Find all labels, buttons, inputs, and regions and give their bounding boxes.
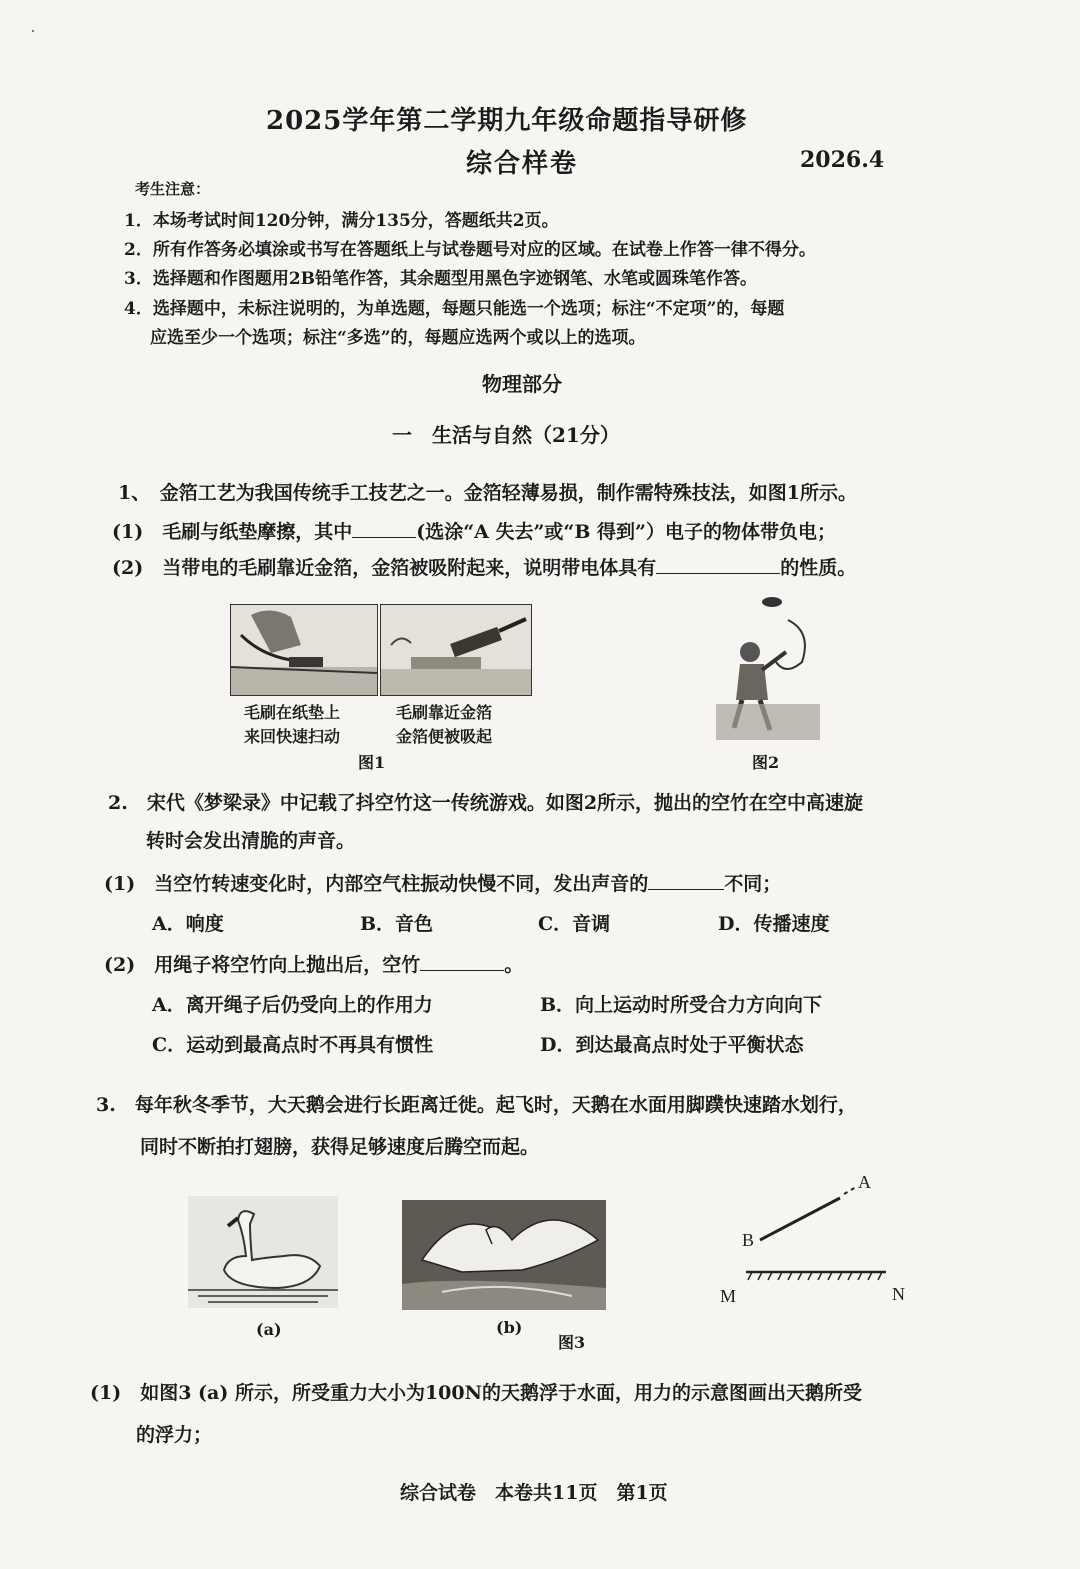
- point-m-label: M: [720, 1286, 737, 1306]
- floating-swan-illustration: [188, 1196, 338, 1308]
- fig3b-label: (b): [496, 1318, 523, 1337]
- figure-2-image: [716, 592, 820, 740]
- q2-stem-line1: 2. 宋代《梦梁录》中记载了抖空竹这一传统游戏。如图2所示，抛出的空竹在空中高速旋: [108, 792, 864, 814]
- fig1-right-caption-2: 金箔便被吸起: [396, 727, 493, 746]
- figure-3a-image: [188, 1196, 338, 1308]
- q2-sub1-blank[interactable]: [648, 871, 724, 890]
- point-a-label: A: [858, 1172, 871, 1192]
- point-n-label: N: [892, 1284, 905, 1304]
- q1-sub1-post: (选涂“A 失去”或“B 得到”）电子的物体带负电；: [416, 521, 836, 543]
- part-title: 物理部分: [482, 372, 562, 396]
- q2-option2-c[interactable]: C．运动到最高点时不再具有惯性: [152, 1034, 434, 1056]
- q1-sub2: [112, 553, 856, 580]
- q1-sub1-blank[interactable]: [352, 519, 416, 538]
- q2-option-b[interactable]: B．音色: [360, 913, 434, 935]
- brush-sweeping-illustration: [231, 605, 377, 695]
- q2-sub1-post: 不同；: [724, 873, 782, 895]
- q2-option-a[interactable]: A．响度: [152, 913, 224, 935]
- section-title: 一 生活与自然（21分）: [392, 423, 620, 447]
- note-1: 1．本场考试时间120分钟，满分135分，答题纸共2页。: [124, 211, 559, 231]
- figure-1-right-image: [380, 604, 532, 696]
- q3-sub1-line2: 的浮力；: [136, 1424, 213, 1446]
- q2-option-c[interactable]: C．音调: [538, 913, 611, 935]
- segment-ab: [760, 1198, 840, 1240]
- q1-sub2-blank[interactable]: [656, 555, 780, 574]
- q1-sub2-post: 的性质。: [780, 557, 857, 579]
- exam-title: 2025学年第二学期九年级命题指导研修: [266, 106, 748, 136]
- q2-sub2-pre: (2) 用绳子将空竹向上抛出后，空竹: [104, 954, 421, 976]
- q1-stem: 1、 金箔工艺为我国传统手工技艺之一。金箔轻薄易损，制作需特殊技法，如图1所示。: [118, 482, 857, 504]
- q2-sub1: [104, 869, 781, 896]
- fig3-label: 图3: [558, 1333, 586, 1352]
- exam-subtitle: 综合样卷: [466, 149, 579, 179]
- note-4: 4．选择题中，未标注说明的，为单选题，每题只能选一个选项；标注“不定项”的，每题: [124, 299, 785, 319]
- q2-option2-d[interactable]: D．到达最高点时处于平衡状态: [540, 1034, 804, 1056]
- figure-3-line-diagram: [700, 1160, 940, 1310]
- q1-sub2-pre: (2) 当带电的毛刷靠近金箔，金箔被吸附起来，说明带电体具有: [112, 557, 657, 579]
- scan-speck: [32, 30, 34, 32]
- q3-stem-line1: 3. 每年秋冬季节，大天鹅会进行长距离迁徙。起飞时，天鹅在水面用脚蹼快速踏水划行，: [96, 1094, 857, 1116]
- q2-sub2: [104, 950, 523, 977]
- q2-option2-a[interactable]: A．离开绳子后仍受向上的作用力: [152, 994, 433, 1016]
- fig1-right-caption-1: 毛刷靠近金箔: [396, 703, 493, 722]
- fig3a-label: (a): [256, 1320, 282, 1339]
- fig1-left-caption-1: 毛刷在纸垫上: [244, 703, 341, 722]
- note-3: 3．选择题和作图题用2B铅笔作答，其余题型用黑色字迹钢笔、水笔或圆珠笔作答。: [124, 269, 758, 289]
- segment-ab-dashed-extension: [844, 1186, 858, 1194]
- q3-stem-line2: 同时不断拍打翅膀，获得足够速度后腾空而起。: [140, 1136, 540, 1158]
- exam-date: 2026.4: [800, 147, 885, 173]
- fig1-label: 图1: [358, 753, 386, 772]
- point-b-label: B: [742, 1230, 755, 1250]
- q2-stem-line2: 转时会发出清脆的声音。: [146, 830, 356, 852]
- q1-sub1: [112, 517, 836, 544]
- q3-sub1-line1: (1) 如图3 (a) 所示，所受重力大小为100N的天鹅浮于水面，用力的示意图画出天鹅所受: [90, 1382, 862, 1404]
- q2-sub1-pre: (1) 当空竹转速变化时，内部空气柱振动快慢不同，发出声音的: [104, 873, 649, 895]
- diabolo-player-illustration: [716, 592, 820, 740]
- figure-3b-image: [402, 1200, 606, 1310]
- brush-lifting-foil-illustration: [381, 605, 531, 695]
- fig2-label: 图2: [752, 753, 780, 772]
- q2-sub2-blank[interactable]: [420, 952, 504, 971]
- figure-1-left-image: [230, 604, 378, 696]
- note-2: 2．所有作答务必填涂或书写在答题纸上与试卷题号对应的区域。在试卷上作答一律不得分。: [124, 240, 816, 260]
- q2-sub2-post: 。: [504, 954, 524, 976]
- note-4-cont: 应选至少一个选项；标注“多选”的，每题应选两个或以上的选项。: [150, 328, 646, 348]
- q1-sub1-pre: (1) 毛刷与纸垫摩擦，其中: [112, 521, 353, 543]
- notes-heading: 考生注意：: [135, 180, 211, 198]
- swan-takeoff-illustration: [402, 1200, 606, 1310]
- q2-option2-b[interactable]: B．向上运动时所受合力方向向下: [540, 994, 823, 1016]
- page-footer: 综合试卷 本卷共11页 第1页: [400, 1482, 668, 1504]
- q2-option-d[interactable]: D．传播速度: [718, 913, 830, 935]
- fig1-left-caption-2: 来回快速扫动: [244, 727, 341, 746]
